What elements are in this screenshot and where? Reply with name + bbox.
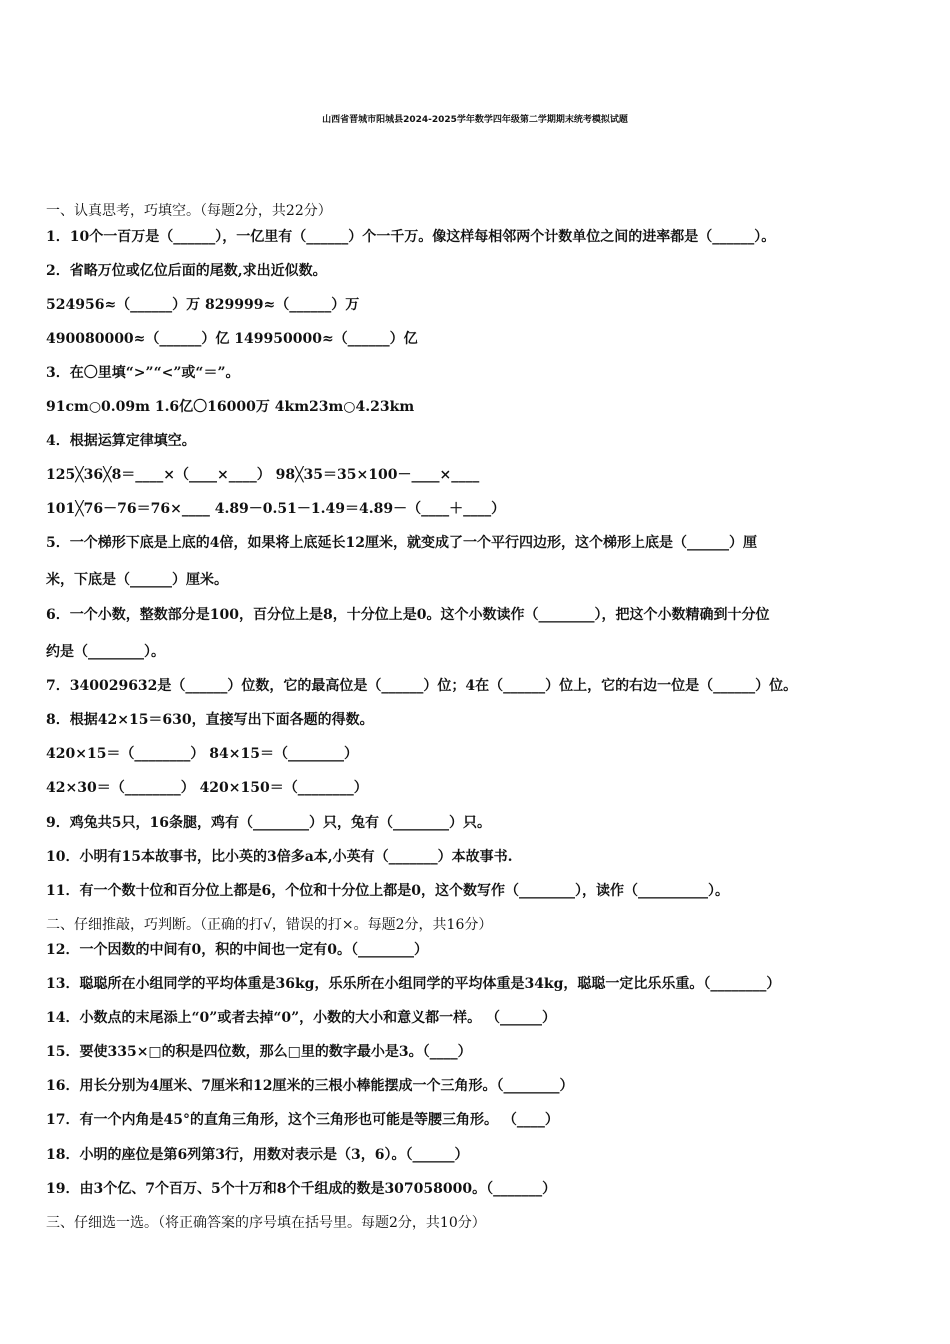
question-14: 14．小数点的末尾添上“0”或者去掉“0”，小数的大小和意义都一样。 （______）: [46, 1010, 557, 1026]
question-6: 6．一个小数，整数部分是100，百分位上是8，十分位上是0。这个小数读作（________），把这个小数精确到十分位: [46, 607, 770, 623]
question-8-row-2: 42×30＝（________） 420×150＝（________）: [46, 780, 368, 796]
question-9: 9．鸡兔共5只，16条腿，鸡有（________）只，兔有（________）只。: [46, 815, 491, 831]
question-2: 2．省略万位或亿位后面的尾数,求出近似数。: [46, 263, 327, 279]
question-11: 11．有一个数十位和百分位上都是6，个位和十分位上都是0，这个数写作（________），读作（__________）。: [46, 883, 729, 899]
question-2-row-1: 524956≈（______）万 829999≈（______）万: [46, 297, 360, 313]
question-5-continued: 米，下底是（______）厘米。: [46, 572, 228, 588]
question-16: 16．用长分别为4厘米、7厘米和12厘米的三根小棒能摆成一个三角形。（________）: [46, 1078, 574, 1094]
section-heading-1: 一、认真思考，巧填空。（每题2分，共22分）: [46, 203, 332, 219]
question-7: 7．340029632是（______）位数，它的最高位是（______）位；4在（______）位上，它的右边一位是（______）位。: [46, 678, 798, 694]
question-15: 15．要使335×□的积是四位数，那么□里的数字最小是3。（____）: [46, 1044, 472, 1060]
question-6-continued: 约是（________）。: [46, 644, 165, 660]
question-10: 10．小明有15本故事书，比小英的3倍多a本,小英有（_______）本故事书.: [46, 849, 513, 865]
question-4-row-1: 125╳36╳8＝____×（____×____） 98╳35＝35×100－____×____: [46, 467, 480, 483]
section-heading-3: 三、仔细选一选。（将正确答案的序号填在括号里。每题2分，共10分）: [46, 1215, 486, 1231]
question-4: 4．根据运算定律填空。: [46, 433, 196, 449]
question-4-row-2: 101╳76－76＝76×____ 4.89－0.51－1.49＝4.89－（____＋____）: [46, 501, 506, 517]
question-13: 13．聪聪所在小组同学的平均体重是36kg，乐乐所在小组同学的平均体重是34kg，聪聪一定比乐乐重。（________）: [46, 976, 781, 992]
question-2-row-2: 490080000≈（______）亿 149950000≈（______）亿: [46, 331, 418, 347]
page-title: 山西省晋城市阳城县2024-2025学年数学四年级第二学期期末统考模拟试题: [322, 115, 628, 125]
question-12: 12．一个因数的中间有0，积的中间也一定有0。（________）: [46, 942, 428, 958]
question-3-row: 91cm○0.09m 1.6亿〇16000万 4km23m○4.23km: [46, 399, 415, 415]
question-8: 8．根据42×15＝630，直接写出下面各题的得数。: [46, 712, 374, 728]
question-8-row-1: 420×15＝（________） 84×15＝（________）: [46, 746, 359, 762]
question-17: 17．有一个内角是45°的直角三角形，这个三角形也可能是等腰三角形。 （____）: [46, 1112, 559, 1128]
question-5: 5．一个梯形下底是上底的4倍，如果将上底延长12厘米，就变成了一个平行四边形，这个梯形上底是（______）厘: [46, 535, 757, 551]
question-3: 3．在〇里填“>”“<”或“＝”。: [46, 365, 240, 381]
question-18: 18．小明的座位是第6列第3行，用数对表示是（3，6）。（______）: [46, 1147, 469, 1163]
question-1: 1．10个一百万是（______），一亿里有（______）个一千万。像这样每相邻两个计数单位之间的进率都是（______）。: [46, 229, 776, 245]
question-19: 19．由3个亿、7个百万、5个十万和8个千组成的数是307058000。（_______）: [46, 1181, 557, 1197]
section-heading-2: 二、仔细推敲，巧判断。（正确的打√，错误的打×。每题2分，共16分）: [46, 917, 493, 933]
